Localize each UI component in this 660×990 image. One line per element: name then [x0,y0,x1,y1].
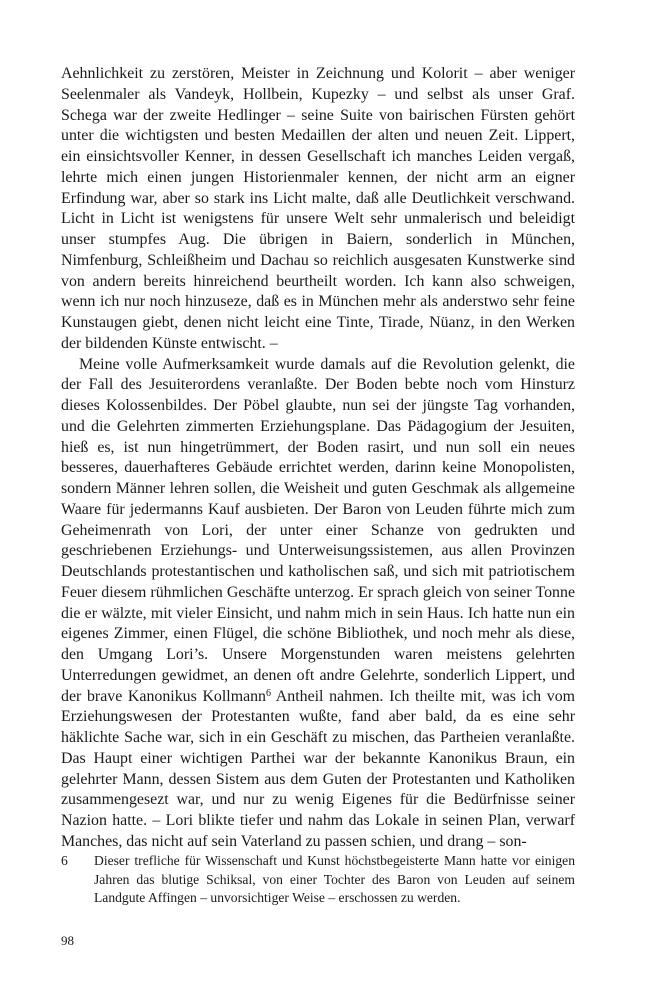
paragraph-1: Aehnlichkeit zu zerstören, Meister in Zeichnung und Kolorit – aber weniger Seelenmaler als Vandeyk, Hollbein, Kupezky – und selbst als unser Graf. Schega war der zweite Hedlinger – seine Suite von bairischen Fürsten gehört unter die wichtigsten und besten Medaillen der alten und neuen Zeit. Lippert, ein einsichtsvoller Kenner, in dessen Gesellschaft ich manches Leiden vergaß, lehrte mich einen jungen Historienmaler kennen, der nicht arm an eigner Erfindung war, aber so stark ins Licht malte, daß alle Deutlichkeit verschwand. Licht in Licht ist wenigstens für unsere Welt sehr unmalerisch und beleidigt unser stumpfes Aug. Die übrigen in Baiern, sonderlich in München, Nimfenburg, Schleißheim und Dachau so reichlich ausgesaten Kunstwerke sind von andern bereits hinreichend beurtheilt worden. Ich kann also schweigen, wenn ich nur noch hinzuseze, daß es in München mehr als anderstwo sehr feine Kunstaugen giebt, denen nicht leicht eine Tinte, Tirade, Nüanz, in den Werken der bildenden Künste entwischt. – [61,65,575,352]
footnote-number: 6 [61,853,68,868]
paragraph-2-text-before-note: Meine volle Aufmerksamkeit wurde damals auf die Revolution gelenkt, die der Fall des Jesuiterordens veranlaßte. Der Boden bebte noch vom Hinsturz dieses Kolossenbildes. Der Pöbel glaubte, nun sei der jüngste Tag vorhanden, und die Gelehrten zimmerten Erziehungsplane. Das Pädagogium der Jesuiten, hieß es, ist nun hingetrümmert, der Boden rasirt, und nun soll ein neues besseres, dauerhafteres Gebäude errichtet werden, darinn keine Monopolisten, sondern Männer lehren sollen, die Weisheit und guten Geschmak als allgemeine Waare für jedermanns Kauf ausbieten. Der Baron von Leuden führte mich zum Geheimenrath von Lori, der unter einer Schanze von gedrukten und geschriebenen Erziehungs- und Unterweisungssistemen, aus allen Provinzen Deutschlands protestantischen und katholischen saß, und sich mit patriotischem Feuer diesem rühmlichen Geschäfte unterzog. Er sprach gleich von seiner Tonne die er wälzte, mit vieler Einsicht, und nahm mich in sein Haus. Ich hatte nun ein eigenes Zimmer, einen Flügel, die schöne Bibliothek, und noch mehr als diese, den Umgang Lori’s. Unsere Morgenstunden waren meistens gelehrten Unterredungen gewidmet, an denen oft andre Gelehrte, sonderlich Lippert, und der brave Kanonikus Kollmann [61,355,575,705]
footnotes [61,852,575,908]
footnote [61,852,575,908]
paragraph-2-text-after-note: Antheil nahmen. Ich theilte mit, was ich vom Erziehungswesen der Protestanten wußte, fand aber bald, da es eine sehr häklichte Sache war, sich in ein Geschäft zu mischen, das Partheien veranlaßte. Das Haupt einer wichtigen Parthei war der bekannte Kanonikus Braun, ein gelehrter Mann, dessen Sistem aus dem Guten der Protestanten und Katholiken zusammengesezt war, und nur zu wenig Eigenes für die Bedürfnisse seiner Nazion hatte. – Lori blikte tiefer und nahm das Lokale in seinen Plan, verwarf Manches, das nicht auf sein Vaterland zu passen schien, und drang – son- [61,687,576,850]
footnote-text: Dieser trefliche für Wissenschaft und Kunst höchstbegeisterte Mann hatte vor einigen Jahren das blutige Schiksal, von einer Tochter des Baron von Leuden auf seinem Landgute Affingen – unvorsichtiger Weise – erschossen zu werden. [94,853,575,906]
paragraph-2 [61,355,575,853]
page-number: 98 [61,933,74,948]
footnote-reference[interactable]: 6 [266,687,272,699]
main-text [61,64,575,853]
page-body [61,64,575,853]
